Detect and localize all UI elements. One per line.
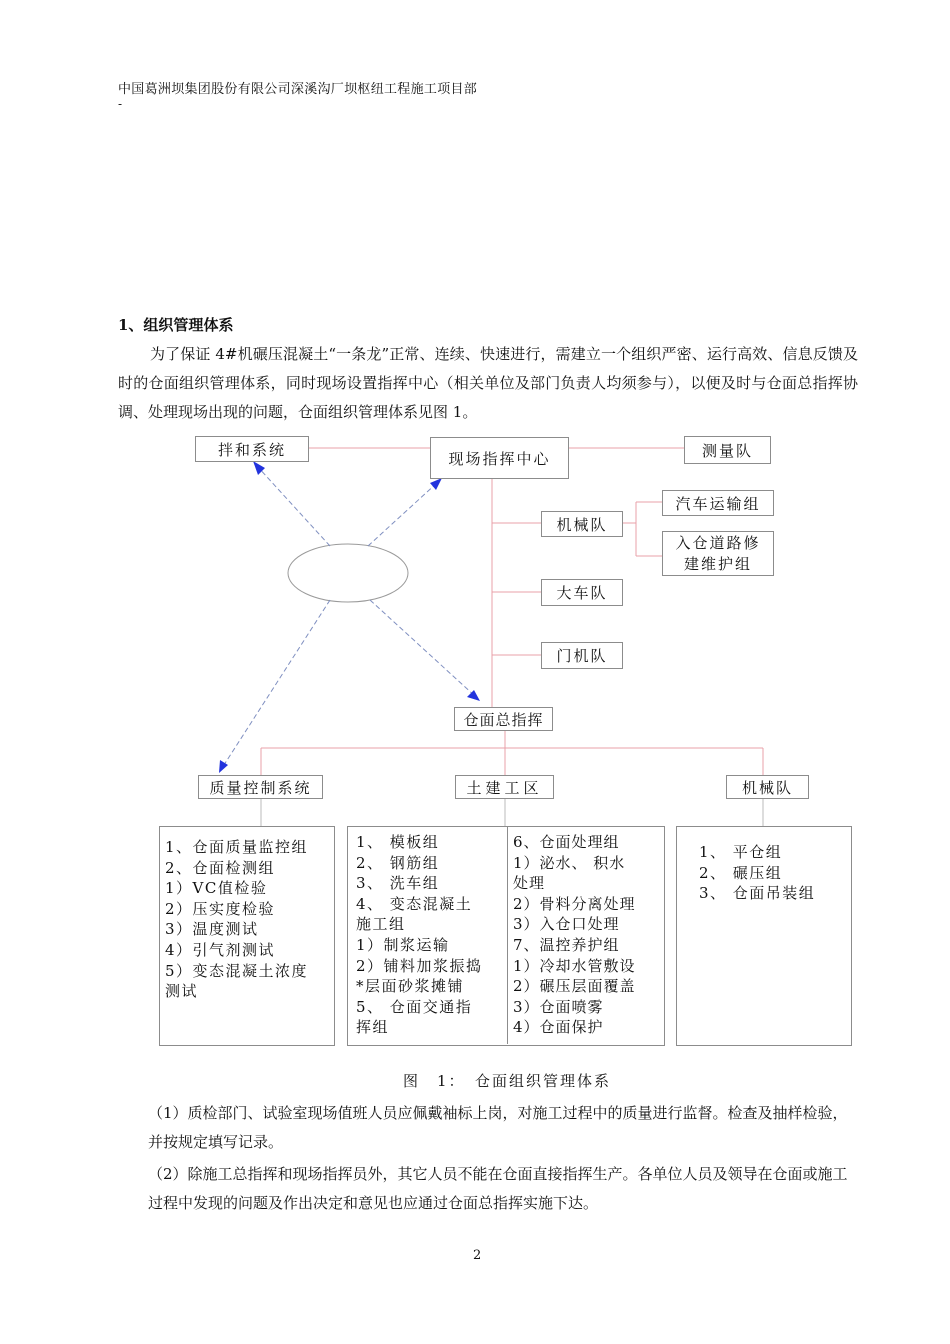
list-item: 1、 模板组 bbox=[356, 833, 440, 851]
list-item: 2）骨料分离处理 bbox=[513, 894, 636, 913]
list-item: 4）仓面保护 bbox=[513, 1018, 604, 1037]
note-1: （1）质检部门、试验室现场值班人员应佩戴袖标上岗，对施工过程中的质量进行监督。检查及抽样检验，并按规定填写记录。 bbox=[148, 1104, 848, 1151]
list-item: 6、仓面处理组 bbox=[513, 833, 620, 851]
page-number: 2 bbox=[473, 1248, 482, 1263]
list-item: 2）铺料加浆振捣 bbox=[356, 956, 483, 975]
list-item: 2）压实度检验 bbox=[165, 899, 276, 918]
list-item: 1、仓面质量监控组 bbox=[165, 838, 309, 856]
list-item: 处理 bbox=[513, 874, 546, 893]
list-item: 1）VC值检验 bbox=[165, 879, 268, 898]
list-item: 3）入仓口处理 bbox=[513, 915, 620, 934]
quality-list bbox=[165, 837, 308, 1002]
arrow-to-quality bbox=[219, 760, 228, 773]
machinery-list bbox=[699, 842, 815, 904]
node-survey-team: 测量队 bbox=[684, 436, 771, 464]
list-item: 2）碾压层面覆盖 bbox=[513, 977, 636, 996]
list-item: 3）温度测试 bbox=[165, 920, 259, 939]
list-item: 1）泌水、 积水 bbox=[513, 853, 626, 872]
list-item: 1）制浆运输 bbox=[356, 935, 450, 954]
section-heading: 1、组织管理体系 bbox=[118, 316, 234, 334]
center-ellipse bbox=[288, 544, 408, 602]
list-item: 1）冷却水管敷设 bbox=[513, 956, 636, 975]
node-road-maintenance bbox=[662, 531, 774, 576]
node-machinery-top: 机械队 bbox=[541, 511, 623, 537]
list-item: 2、仓面检测组 bbox=[165, 858, 276, 877]
intro-paragraph-text: 为了保证 4#机碾压混凝土“一条龙”正常、连续、快速进行，需建立一个组织严密、运行高效、信息反馈及时的仓面组织管理体系，同时现场设置指挥中心（相关单位及部门负责人均须参与），以便及时与仓面总指挥协调、处理现场出现的问题，仓面组织管理体系见图 1。 bbox=[118, 345, 858, 421]
list-item: 3、 洗车组 bbox=[356, 874, 440, 893]
arrow-to-command-center bbox=[430, 478, 442, 490]
arrow-to-chief bbox=[467, 690, 480, 701]
list-item: 7、温控养护组 bbox=[513, 935, 620, 954]
list-item: 测试 bbox=[165, 982, 199, 1001]
civil-list-divider bbox=[507, 826, 508, 1044]
list-item: 3）仓面喷雾 bbox=[513, 997, 604, 1016]
node-gantry-team: 门机队 bbox=[541, 642, 623, 669]
civil-list-left bbox=[356, 832, 483, 1038]
node-chief-commander: 仓面总指挥 bbox=[454, 707, 553, 731]
figure-caption: 图 1： 仓面组织管理体系 bbox=[403, 1072, 612, 1090]
node-machinery-bottom: 机械队 bbox=[726, 775, 809, 799]
node-cart-team: 大车队 bbox=[541, 579, 623, 606]
note-2: （2）除施工总指挥和现场指挥员外，其它人员不能在仓面直接指挥生产。各单位人员及领导在仓面或施工过程中发现的问题及作出决定和意见也应通过仓面总指挥实施下达。 bbox=[148, 1165, 848, 1212]
list-item: 施工组 bbox=[356, 915, 406, 934]
list-item: 2、 钢筋组 bbox=[356, 853, 440, 872]
node-command-center: 现场指挥中心 bbox=[430, 437, 569, 479]
road-maintenance-line-1: 入仓道路修 bbox=[675, 533, 761, 552]
list-item: 2、 碾压组 bbox=[699, 863, 783, 882]
node-mixing-system: 拌和系统 bbox=[195, 436, 309, 462]
list-item: 4、 变态混凝土 bbox=[356, 894, 473, 913]
node-truck-transport: 汽车运输组 bbox=[662, 490, 774, 516]
list-item: 4）引气剂测试 bbox=[165, 940, 276, 959]
civil-list-right bbox=[513, 832, 636, 1038]
list-item: 3、 仓面吊装组 bbox=[699, 884, 816, 903]
list-item: *层面砂浆摊铺 bbox=[356, 977, 465, 996]
road-maintenance-line-2: 建维护组 bbox=[683, 554, 752, 573]
document-header: 中国葛洲坝集团股份有限公司深溪沟厂坝枢纽工程施工项目部 bbox=[118, 82, 478, 97]
node-quality-control: 质量控制系统 bbox=[198, 775, 323, 799]
header-dash: - bbox=[118, 97, 123, 111]
list-item: 挥组 bbox=[356, 1018, 390, 1037]
node-civil-zone: 土建工区 bbox=[455, 775, 554, 799]
list-item: 5）变态混凝土浓度 bbox=[165, 961, 309, 980]
list-item: 5、 仓面交通指 bbox=[356, 997, 473, 1016]
list-item: 1、 平仓组 bbox=[699, 843, 783, 861]
